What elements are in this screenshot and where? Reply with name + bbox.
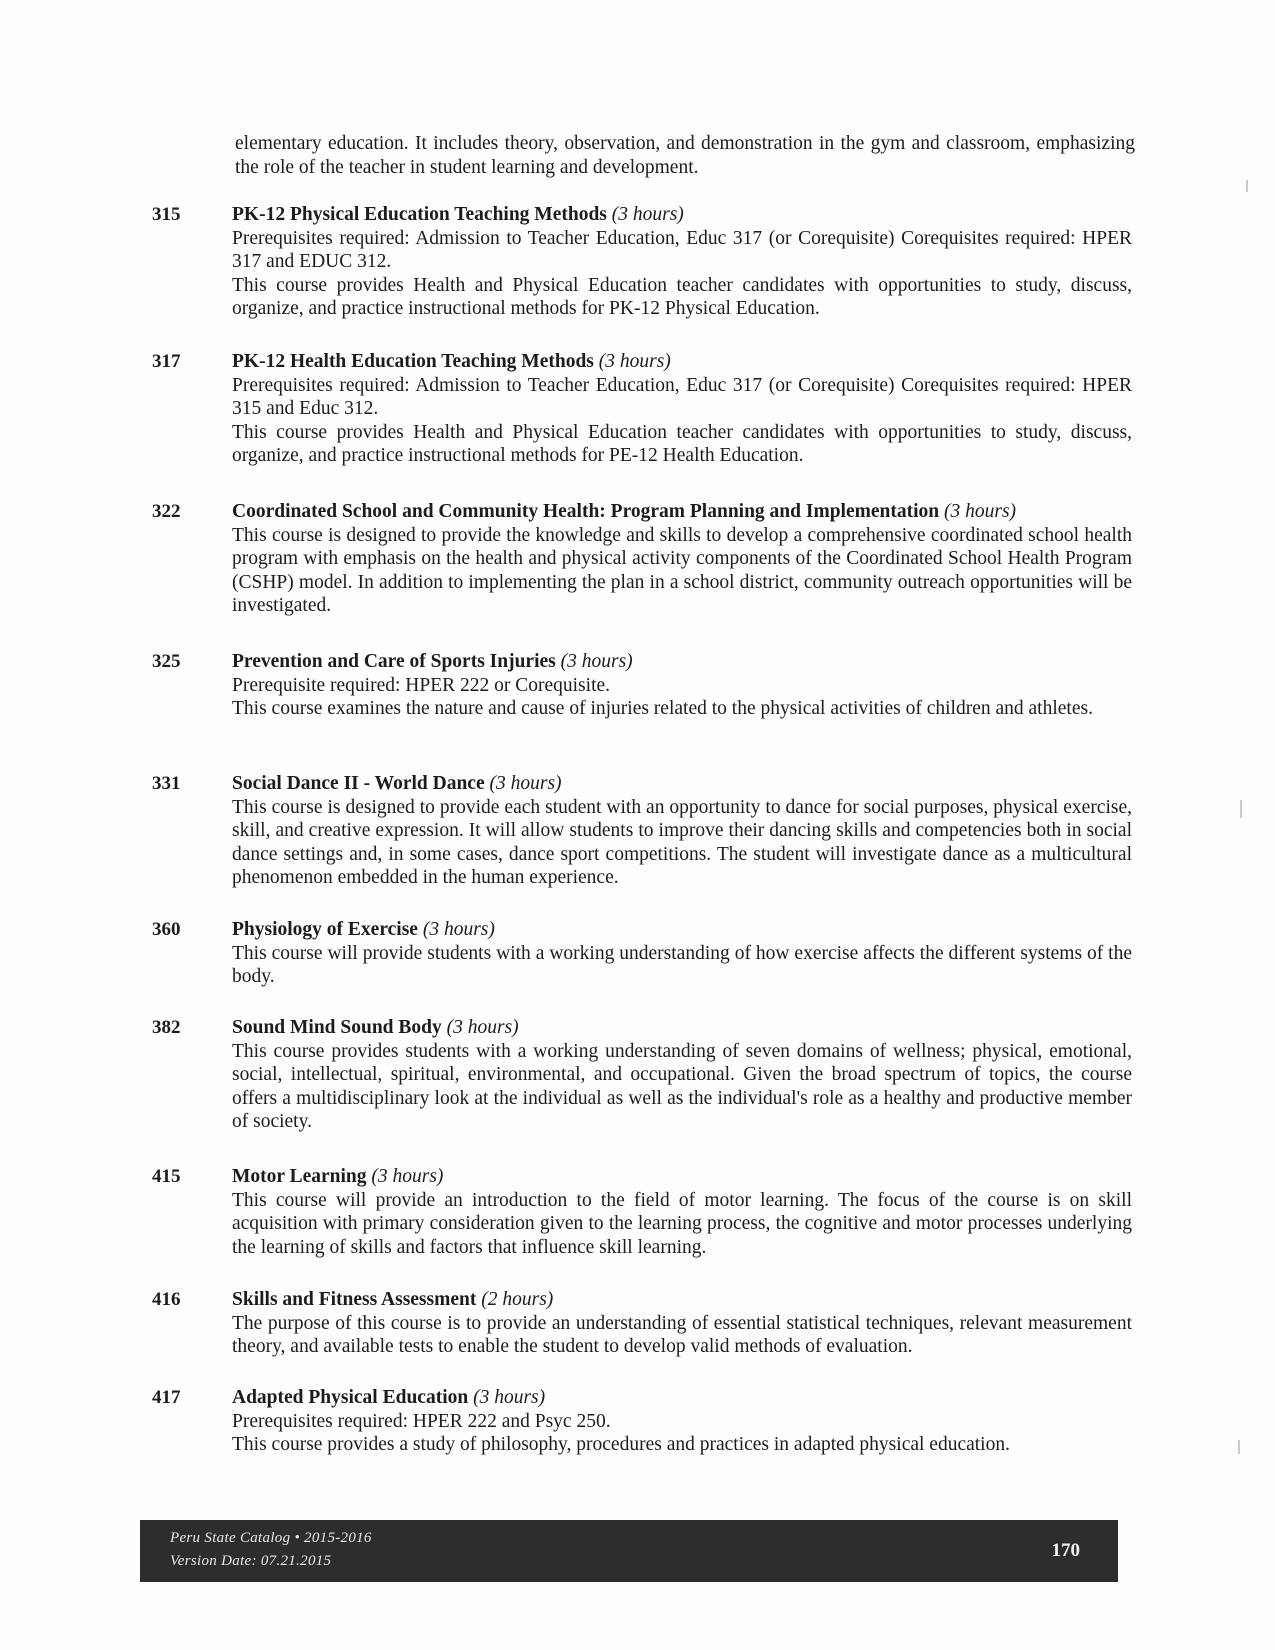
course-description: This course will provide students with a working understanding of how exercise affects the different systems of the body.: [232, 942, 1132, 987]
course-body: [232, 1165, 1132, 1259]
course-title: Coordinated School and Community Health: Program Planning and Implementation: [232, 501, 940, 522]
course-body: [232, 1386, 1132, 1457]
course-body: [232, 918, 1132, 989]
course-hours: (3 hours): [560, 651, 633, 672]
course-body: [232, 772, 1132, 890]
course-heading: [232, 500, 1132, 524]
course-description: This course provides Health and Physical Education teacher candidates with opportunities to study, discuss, organize, and practice instructional methods for PE-12 Health Education.: [232, 421, 1132, 466]
course-description: This course is designed to provide each student with an opportunity to dance for social purposes, physical exercise, skill, and creative expression. It will allow students to improve their dancing skills and competencies both in social dance settings and, in some cases, dance sport competitions. The student will investigate dance as a multicultural phenomenon embedded in the human experience.: [232, 796, 1132, 888]
course-hours: (3 hours): [473, 1387, 546, 1408]
course-heading: [232, 772, 1132, 796]
course-hours: (3 hours): [371, 1166, 444, 1187]
course-hours: (3 hours): [611, 204, 684, 225]
course-heading: [232, 650, 1132, 674]
course-number: 415: [152, 1166, 181, 1187]
intro-paragraph: elementary education. It includes theory, observation, and demonstration in the gym and classroom, emphasizing the role of the teacher in student learning and development.: [235, 133, 1135, 178]
course-prereq: Prerequisites required: Admission to Teacher Education, Educ 317 (or Corequisite) Corequisites required: HPER 317 and EDUC 312.: [232, 227, 1132, 272]
course-number: 360: [152, 919, 181, 940]
course-title: Social Dance II - World Dance: [232, 773, 485, 794]
course-title: PK-12 Physical Education Teaching Methods: [232, 204, 607, 225]
course-prereq: Prerequisites required: Admission to Teacher Education, Educ 317 (or Corequisite) Corequisites required: HPER 315 and Educ 312.: [232, 374, 1132, 419]
page-footer: [140, 1520, 1118, 1582]
course-number: 322: [152, 501, 181, 522]
course-prereq: Prerequisite required: HPER 222 or Corequisite.: [232, 674, 611, 696]
page-number: 170: [1051, 1540, 1080, 1561]
course-title: Physiology of Exercise: [232, 919, 418, 940]
course-body: [232, 1016, 1132, 1134]
footer-version-date: Version Date: 07.21.2015: [170, 1553, 332, 1569]
course-heading: [232, 203, 1132, 227]
course-hours: (2 hours): [481, 1289, 554, 1310]
course-body: [232, 203, 1132, 321]
course-heading: [232, 1386, 1132, 1410]
scan-mark: [1238, 1440, 1240, 1454]
course-prereq: Prerequisites required: HPER 222 and Psyc 250.: [232, 1410, 611, 1432]
course-body: [232, 650, 1132, 721]
course-title: Adapted Physical Education: [232, 1387, 469, 1408]
course-title: Motor Learning: [232, 1166, 367, 1187]
course-number: 331: [152, 773, 181, 794]
course-description: This course will provide an introduction to the field of motor learning. The focus of the course is on skill acquisition with primary consideration given to the learning process, the cognitive and motor processes underlying the learning of skills and factors that influence skill learning.: [232, 1189, 1132, 1258]
course-number: 317: [152, 351, 181, 372]
course-description: This course provides Health and Physical Education teacher candidates with opportunities to study, discuss, organize, and practice instructional methods for PK-12 Physical Education.: [232, 274, 1132, 319]
course-hours: (3 hours): [422, 919, 495, 940]
course-description: The purpose of this course is to provide an understanding of essential statistical techniques, relevant measurement theory, and available tests to enable the student to develop valid methods of evaluation.: [232, 1312, 1132, 1357]
course-number: 315: [152, 204, 181, 225]
course-hours: (3 hours): [446, 1017, 519, 1038]
course-title: PK-12 Health Education Teaching Methods: [232, 351, 594, 372]
course-description: This course examines the nature and cause of injuries related to the physical activities of children and athletes.: [232, 698, 1093, 719]
course-heading: [232, 918, 1132, 942]
course-description: This course is designed to provide the knowledge and skills to develop a comprehensive coordinated school health program with emphasis on the health and physical activity components of the Coordinated School Health Program (CSHP) model. In addition to implementing the plan in a school district, community outreach opportunities will be investigated.: [232, 524, 1132, 616]
course-title: Prevention and Care of Sports Injuries: [232, 651, 556, 672]
course-title: Sound Mind Sound Body: [232, 1017, 442, 1038]
course-description: This course provides a study of philosophy, procedures and practices in adapted physical education.: [232, 1434, 1010, 1455]
course-title: Skills and Fitness Assessment: [232, 1289, 477, 1310]
course-number: 416: [152, 1289, 181, 1310]
course-body: [232, 500, 1132, 618]
course-hours: (3 hours): [944, 501, 1017, 522]
course-heading: [232, 1016, 1132, 1040]
course-hours: (3 hours): [598, 351, 671, 372]
course-heading: [232, 350, 1132, 374]
course-hours: (3 hours): [489, 773, 562, 794]
scan-mark: [1240, 800, 1242, 818]
course-number: 382: [152, 1017, 181, 1038]
course-number: 417: [152, 1387, 181, 1408]
footer-catalog-title: Peru State Catalog • 2015-2016: [170, 1530, 372, 1546]
scan-mark: [1246, 180, 1248, 192]
course-heading: [232, 1288, 1132, 1312]
course-body: [232, 350, 1132, 468]
course-description: This course provides students with a working understanding of seven domains of wellness; physical, emotional, social, intellectual, spiritual, environmental, and occupational. Given the broad spectrum of topics, the course offers a multidisciplinary look at the individual as well as the individual's role as a healthy and productive member of society.: [232, 1040, 1132, 1132]
course-heading: [232, 1165, 1132, 1189]
course-body: [232, 1288, 1132, 1359]
course-number: 325: [152, 651, 181, 672]
